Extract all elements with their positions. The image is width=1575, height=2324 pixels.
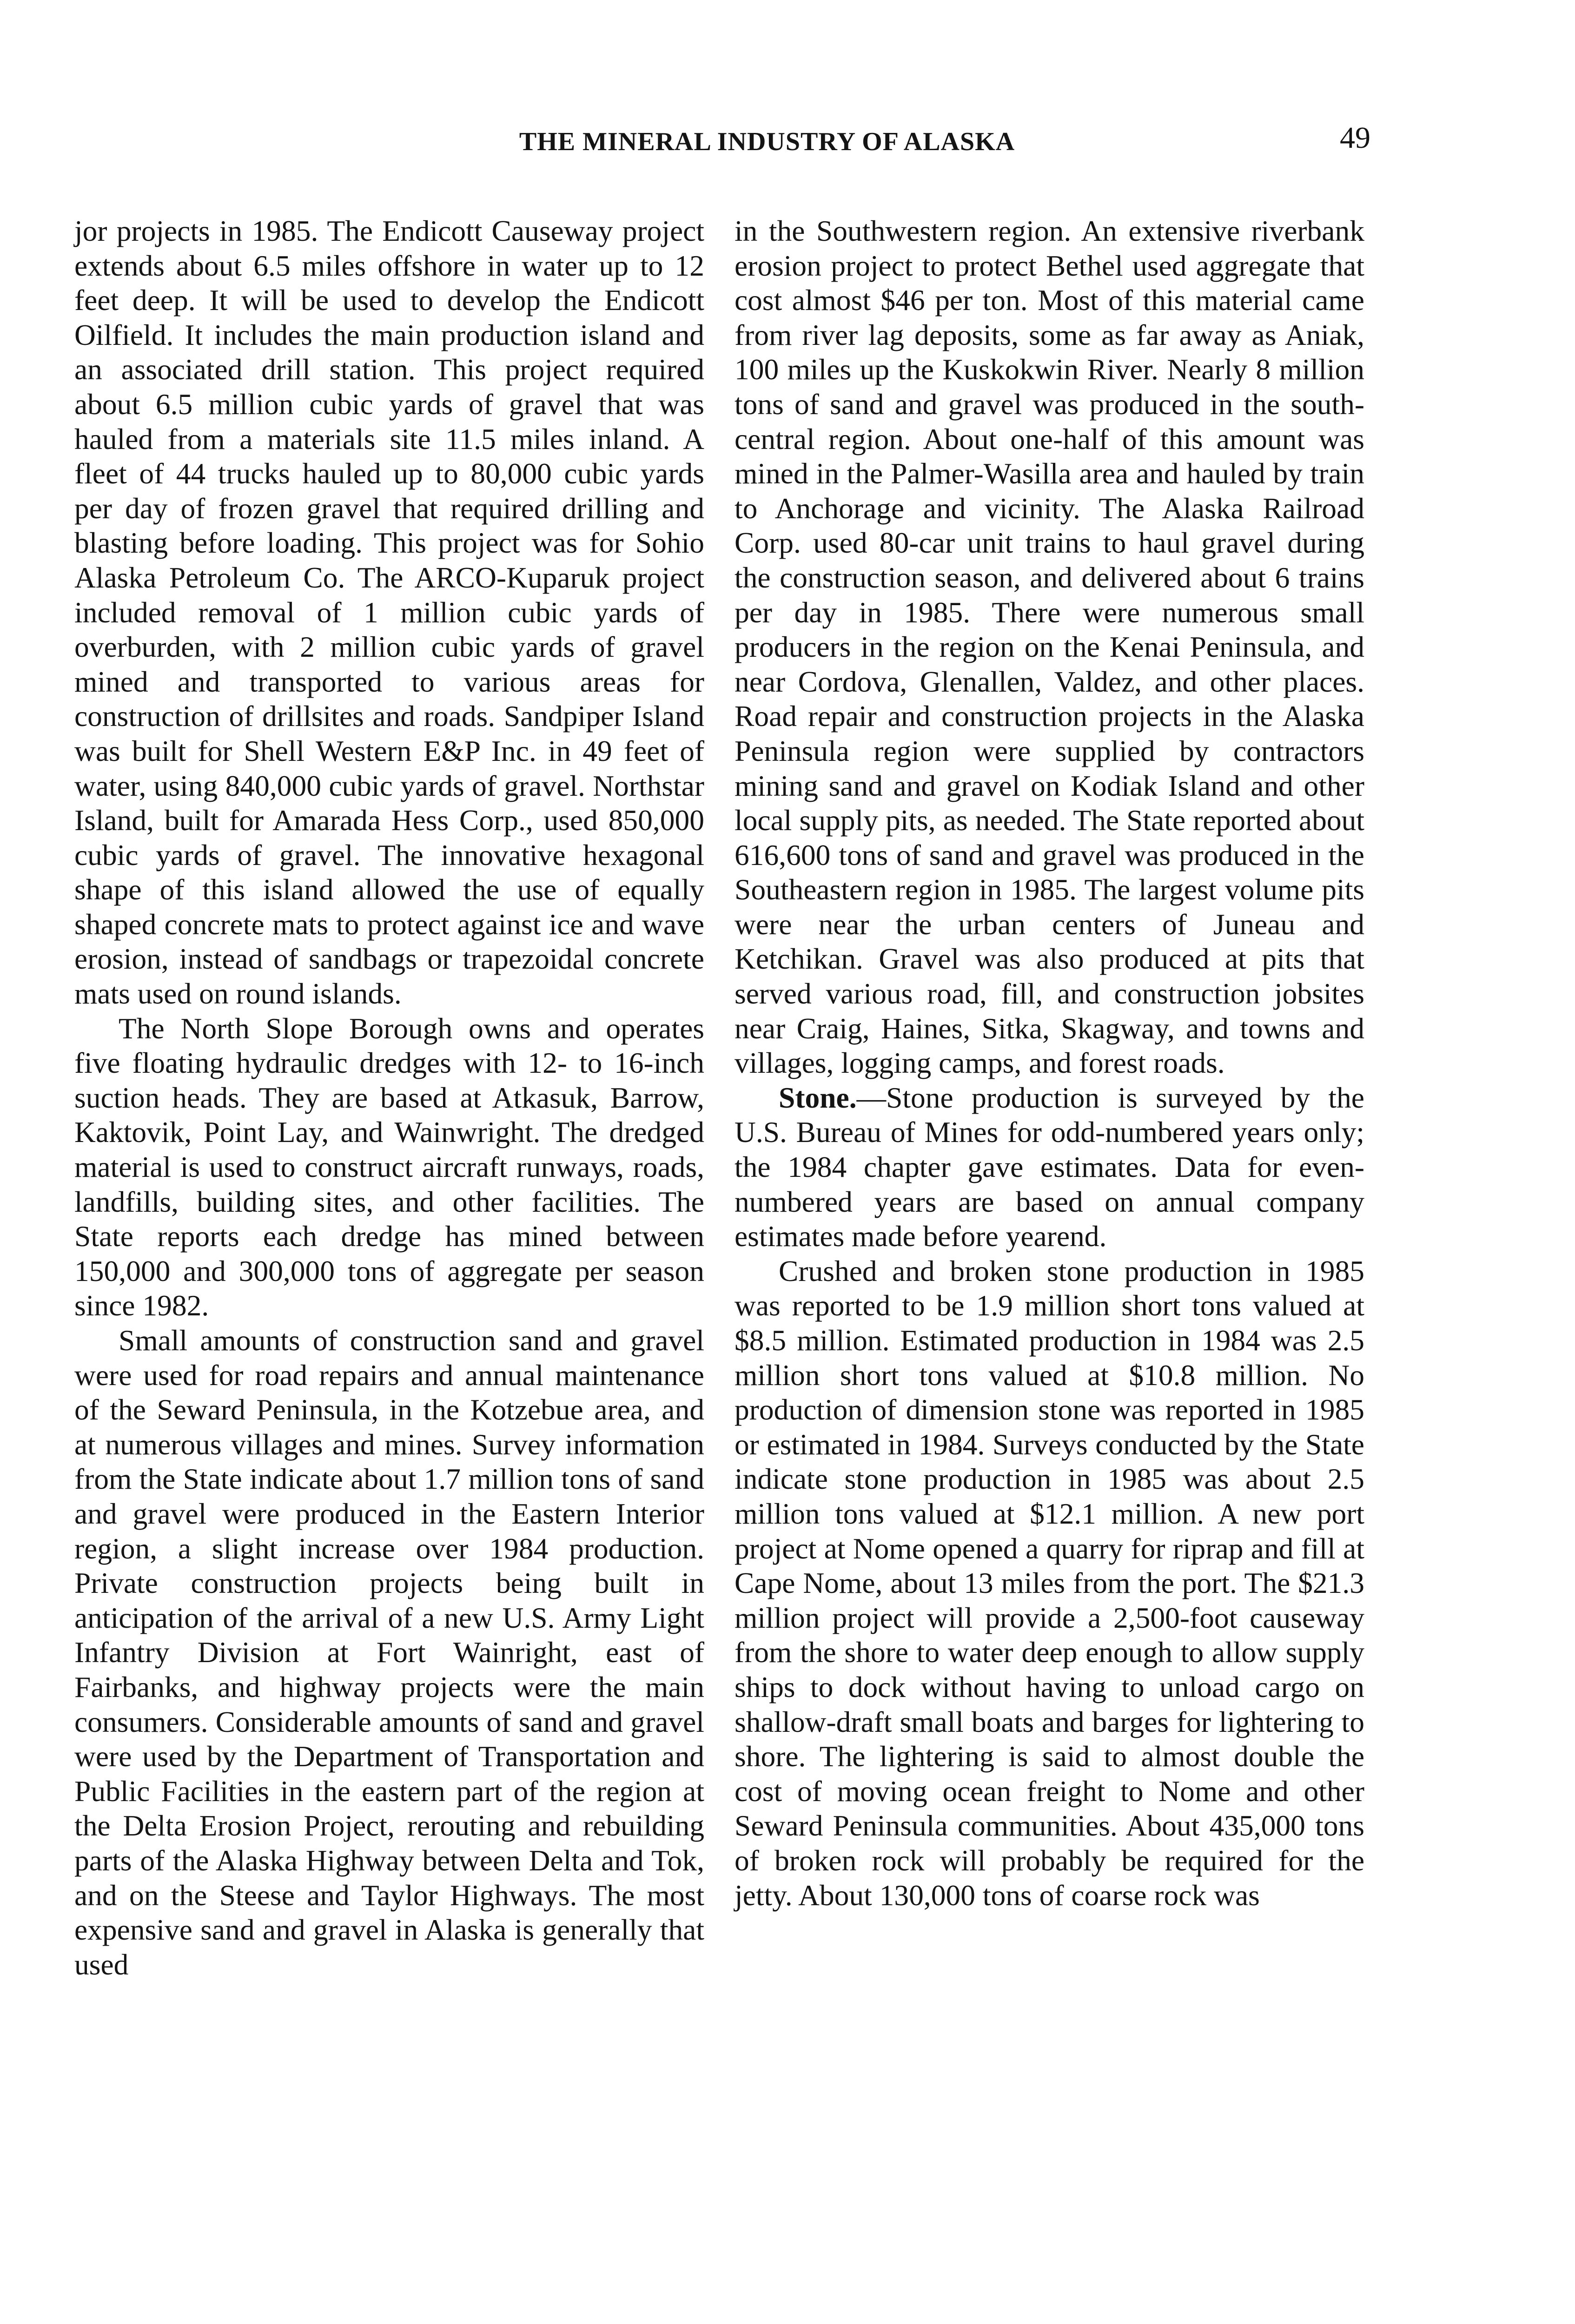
stone-section-text: —Stone production is surveyed by the U.S. Bureau of Mines for odd-numbered years only; the 1984 chapter gave estimates. Data for even-numbered years are based on annual company estimates made before yearend.	[735, 1081, 1364, 1253]
paragraph-southwestern-region: in the Southwestern region. An extensive riverbank erosion project to protect Bethel used aggregate that cost almost $46 per ton. Most of this material came from river lag deposits, some as far away as Aniak, 100 miles up the Kuskokwin River. Nearly 8 million tons of sand and gravel was produced in the south-central region. About one-half of this amount was mined in the Palmer-Wasilla area and hauled by train to Anchorage and vicinity. The Alaska Railroad Corp. used 80-car unit trains to haul gravel during the construction season, and delivered about 6 trains per day in 1985. There were numerous small producers in the region on the Kenai Peninsula, and near Cordova, Glenallen, Valdez, and other places. Road repair and construction projects in the Alaska Peninsula region were supplied by contractors mining sand and gravel on Kodiak Island and other local supply pits, as needed. The State reported about 616,600 tons of sand and gravel was produced in the Southeastern region in 1985. The largest volume pits were near the urban centers of Juneau and Ketchikan. Gravel was also produced at pits that served various road, fill, and construction jobsites near Craig, Haines, Sitka, Skagway, and towns and villages, logging camps, and forest roads.	[735, 214, 1364, 1080]
paragraph-construction-sand-gravel: Small amounts of construction sand and gravel were used for road repairs and annual maintenance of the Seward Peninsula, in the Kotzebue area, and at numerous villages and mines. Survey information from the State indicate about 1.7 million tons of sand and gravel were produced in the Eastern Interior region, a slight increase over 1984 production. Private construction projects being built in anticipation of the arrival of a new U.S. Army Light Infantry Division at Fort Wainright, east of Fairbanks, and highway projects were the main consumers. Considerable amounts of sand and gravel were used by the Department of Transportation and Public Facilities in the eastern part of the region at the Delta Erosion Project, rerouting and rebuilding parts of the Alaska Highway between Delta and Tok, and on the Steese and Taylor Highways. The most expensive sand and gravel in Alaska is generally that used	[74, 1324, 704, 1981]
paragraph-north-slope-dredges: The North Slope Borough owns and operates five floating hydraulic dredges with 12- to 16-inch suction heads. They are based at Atkasuk, Barrow, Kaktovik, Point Lay, and Wainwright. The dredged material is used to construct aircraft runways, roads, landfills, building sites, and other facilities. The State reports each dredge has mined between 150,000 and 300,000 tons of aggregate per season since 1982.	[74, 1011, 704, 1322]
page-number: 49	[1340, 121, 1370, 155]
paragraph-stone-section	[735, 1081, 1364, 1254]
right-column	[735, 214, 1364, 1913]
stone-section-heading: Stone.	[779, 1081, 857, 1114]
paragraph-endicott-projects: jor projects in 1985. The Endicott Causeway project extends about 6.5 miles offshore in water up to 12 feet deep. It will be used to develop the Endicott Oilfield. It includes the main production island and an associated drill station. This project required about 6.5 million cubic yards of gravel that was hauled from a materials site 11.5 miles inland. A fleet of 44 trucks hauled up to 80,000 cubic yards per day of frozen gravel that required drilling and blasting before loading. This project was for Sohio Alaska Petroleum Co. The ARCO-Kuparuk project included removal of 1 million cubic yards of overburden, with 2 million cubic yards of gravel mined and transported to various areas for construction of drillsites and roads. Sandpiper Island was built for Shell Western E&P Inc. in 49 feet of water, using 840,000 cubic yards of gravel. Northstar Island, built for Amarada Hess Corp., used 850,000 cubic yards of gravel. The innovative hexagonal shape of this island allowed the use of equally shaped concrete mats to protect against ice and wave erosion, instead of sandbags or trapezoidal concrete mats used on round islands.	[74, 214, 704, 1010]
paragraph-crushed-stone-production: Crushed and broken stone production in 1985 was reported to be 1.9 million short tons valued at $8.5 million. Estimated production in 1984 was 2.5 million short tons valued at $10.8 million. No production of dimension stone was reported in 1985 or estimated in 1984. Surveys conducted by the State indicate stone production in 1985 was about 2.5 million tons valued at $12.1 million. A new port project at Nome opened a quarry for riprap and fill at Cape Nome, about 13 miles from the port. The $21.3 million project will provide a 2,500-foot causeway from the shore to water deep enough to allow supply ships to dock without having to unload cargo on shallow-draft small boats and barges for lightering to shore. The lightering is said to almost double the cost of moving ocean freight to Nome and other Seward Peninsula communities. About 435,000 tons of broken rock will probably be required for the jetty. About 130,000 tons of coarse rock was	[735, 1254, 1364, 1912]
running-title: THE MINERAL INDUSTRY OF ALASKA	[519, 127, 1015, 156]
left-column	[74, 214, 704, 1982]
